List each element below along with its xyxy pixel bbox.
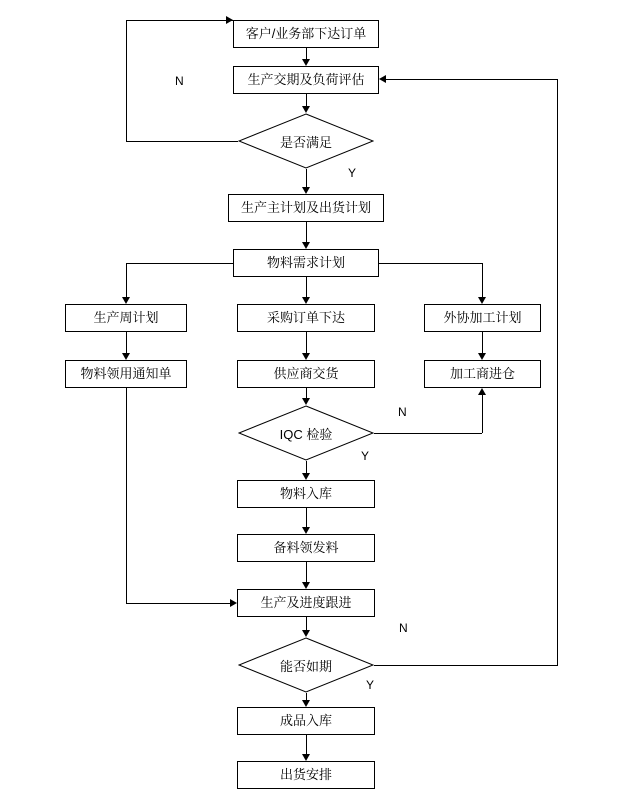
- node-on-time-label: 能否如期: [279, 658, 332, 674]
- arrowhead-ontime-yes: [302, 700, 310, 707]
- node-weekly-plan[interactable]: 生产周计划: [65, 304, 187, 332]
- edge-supplier-to-iqc: [306, 388, 307, 398]
- node-satisfy[interactable]: [238, 113, 374, 169]
- edge-fg-to-shipment: [306, 735, 307, 754]
- edge-weekly-to-requisition: [126, 332, 127, 353]
- arrowhead-outsource-to-processor: [478, 353, 486, 360]
- arrowhead-tracking-to-ontime: [302, 630, 310, 637]
- arrowhead-preparation-to-tracking: [302, 582, 310, 589]
- node-order[interactable]: 客户/业务部下达订单: [233, 20, 379, 48]
- arrowhead-mrp-to-outsource: [478, 297, 486, 304]
- edge-label-ontime-yes: Y: [366, 678, 375, 692]
- node-finished-goods-warehousing[interactable]: 成品入库: [237, 707, 375, 735]
- edge-masterplan-to-mrp: [306, 222, 307, 242]
- edge-order-to-eval: [306, 48, 307, 59]
- edge-mrp-to-weekly-horizontal: [126, 263, 233, 264]
- edge-iqc-no-vertical: [482, 395, 483, 433]
- node-mrp[interactable]: 物料需求计划: [233, 249, 379, 277]
- arrowhead-masterplan-to-mrp: [302, 242, 310, 249]
- node-shipment-arrangement[interactable]: 出货安排: [237, 761, 375, 789]
- edge-outsource-to-processor: [482, 332, 483, 353]
- arrowhead-iqc-no: [478, 388, 486, 395]
- node-supplier-delivery[interactable]: 供应商交货: [237, 360, 375, 388]
- arrowhead-order-to-eval: [302, 59, 310, 66]
- edge-iqc-no-horizontal: [374, 433, 482, 434]
- edge-eval-to-satisfy: [306, 94, 307, 106]
- arrowhead-weekly-to-requisition: [122, 353, 130, 360]
- node-iqc-label: IQC 检验: [279, 426, 333, 442]
- edge-warehousing-to-preparation: [306, 508, 307, 527]
- node-on-time[interactable]: [238, 637, 374, 693]
- node-material-warehousing[interactable]: 物料入库: [237, 480, 375, 508]
- node-material-preparation[interactable]: 备料领发料: [237, 534, 375, 562]
- edge-mrp-to-outsource-horizontal: [379, 263, 483, 264]
- edge-satisfy-no-top: [126, 20, 233, 21]
- arrowhead-satisfy-yes: [302, 187, 310, 194]
- node-satisfy-label: 是否满足: [279, 134, 332, 150]
- node-purchase-order[interactable]: 采购订单下达: [237, 304, 375, 332]
- edge-mrp-to-outsource-vertical: [482, 263, 483, 297]
- arrowhead-eval-to-satisfy: [302, 106, 310, 113]
- edge-mrp-to-weekly-vertical: [126, 263, 127, 297]
- arrowhead-fg-to-shipment: [302, 754, 310, 761]
- edge-satisfy-yes: [306, 169, 307, 187]
- node-production-tracking[interactable]: 生产及进度跟进: [237, 589, 375, 617]
- node-iqc[interactable]: [238, 405, 374, 461]
- arrowhead-purchase-to-supplier: [302, 353, 310, 360]
- edge-label-ontime-no: N: [399, 621, 408, 635]
- arrowhead-ontime-no: [379, 75, 386, 83]
- node-material-requisition[interactable]: 物料领用通知单: [65, 360, 187, 388]
- arrowhead-mrp-to-weekly: [122, 297, 130, 304]
- edge-label-satisfy-yes: Y: [348, 166, 357, 180]
- edge-ontime-no-horizontal: [374, 665, 558, 666]
- arrowhead-satisfy-no: [226, 16, 233, 24]
- edge-ontime-no-top: [386, 79, 557, 80]
- edge-purchase-to-supplier: [306, 332, 307, 353]
- edge-ontime-no-vertical: [557, 79, 558, 665]
- edge-label-iqc-yes: Y: [361, 449, 370, 463]
- edge-preparation-to-tracking: [306, 562, 307, 582]
- edge-satisfy-no-horizontal: [126, 141, 238, 142]
- node-eval[interactable]: 生产交期及负荷评估: [233, 66, 379, 94]
- edge-label-iqc-no: N: [398, 405, 407, 419]
- edge-satisfy-no-vertical: [126, 20, 127, 141]
- edge-ontime-yes: [306, 693, 307, 700]
- edge-label-satisfy-no: N: [175, 74, 184, 88]
- edge-requisition-to-tracking-vertical: [126, 388, 127, 603]
- edge-requisition-to-tracking-horizontal: [126, 603, 230, 604]
- edge-tracking-to-ontime: [306, 617, 307, 630]
- arrowhead-warehousing-to-preparation: [302, 527, 310, 534]
- node-processor-receipt[interactable]: 加工商进仓: [424, 360, 541, 388]
- edge-mrp-to-purchase: [306, 277, 307, 297]
- arrowhead-requisition-to-tracking: [230, 599, 237, 607]
- node-outsourcing-plan[interactable]: 外协加工计划: [424, 304, 541, 332]
- edge-iqc-yes: [306, 461, 307, 473]
- arrowhead-mrp-to-purchase: [302, 297, 310, 304]
- arrowhead-supplier-to-iqc: [302, 398, 310, 405]
- arrowhead-iqc-yes: [302, 473, 310, 480]
- node-master-plan[interactable]: 生产主计划及出货计划: [228, 194, 384, 222]
